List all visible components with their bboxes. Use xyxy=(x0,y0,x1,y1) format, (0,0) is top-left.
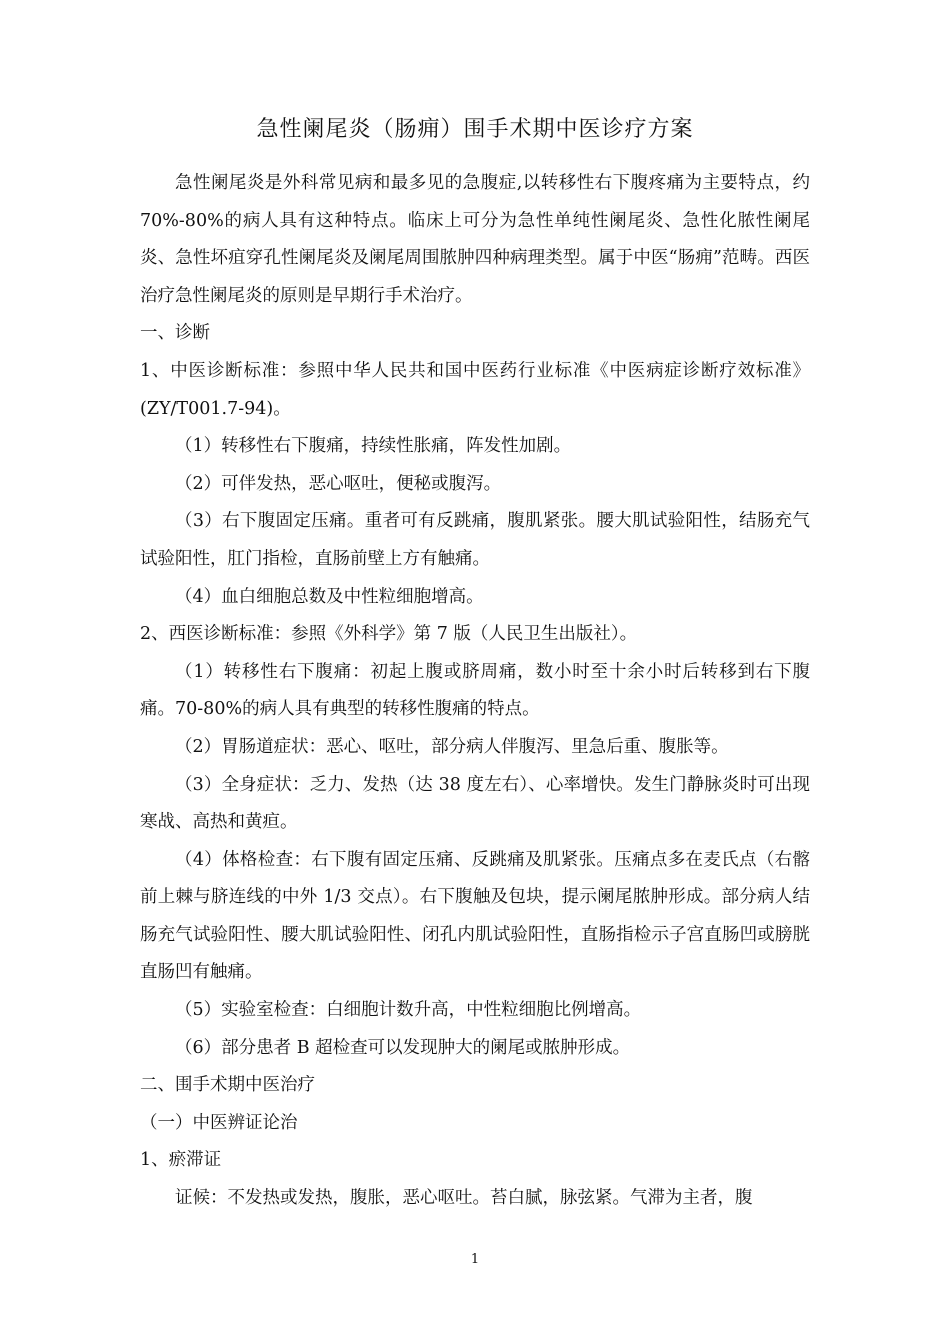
paragraph-intro: 急性阑尾炎是外科常见病和最多见的急腹症,以转移性右下腹疼痛为主要特点，约 70%-80%的病人具有这种特点。临床上可分为急性单纯性阑尾炎、急性化脓性阑尾炎、急性坏疽穿孔性阑尾炎及阑尾周围脓肿四种病理类型。属于中医“肠痈”范畴。西医治疗急性阑尾炎的原则是早期行手术治疗。 xyxy=(140,173,810,306)
tcm-criterion-4: （4）血白细胞总数及中性粒细胞增高。 xyxy=(175,586,484,607)
document-title: 急性阑尾炎（肠痈）围手术期中医诊疗方案 xyxy=(256,117,694,142)
section-heading-diagnosis: 一、诊断 xyxy=(140,323,210,344)
syndrome-symptoms: 证候：不发热或发热，腹胀，恶心呕吐。苔白腻，脉弦紧。气滞为主者，腹 xyxy=(175,1188,753,1209)
tcm-diagnosis-standard: 1、中医诊断标准：参照中华人民共和国中医药行业标准《中医病症诊断疗效标准》(ZY/T001.7-94)。 xyxy=(140,360,810,419)
western-criterion-5: （5）实验室检查：白细胞计数升高，中性粒细胞比例增高。 xyxy=(175,1000,642,1021)
western-criterion-1: （1）转移性右下腹痛：初起上腹或脐周痛，数小时至十余小时后转移到右下腹痛。70-80%的病人具有典型的转移性腹痛的特点。 xyxy=(140,661,810,720)
subsection-heading-syndrome: （一）中医辨证论治 xyxy=(140,1112,298,1133)
tcm-criterion-1: （1）转移性右下腹痛，持续性胀痛，阵发性加剧。 xyxy=(175,436,572,457)
western-diagnosis-standard: 2、西医诊断标准：参照《外科学》第 7 版（人民卫生出版社）。 xyxy=(140,624,638,645)
western-criterion-3: （3）全身症状：乏力、发热（达 38 度左右）、心率增快。发生门静脉炎时可出现寒战、高热和黄疸。 xyxy=(140,774,810,833)
western-criterion-2: （2）胃肠道症状：恶心、呕吐，部分病人伴腹泻、里急后重、腹胀等。 xyxy=(175,736,729,757)
tcm-criterion-3: （3）右下腹固定压痛。重者可有反跳痛，腹肌紧张。腰大肌试验阳性，结肠充气试验阳性，肛门指检，直肠前壁上方有触痛。 xyxy=(140,511,810,569)
page-number: 1 xyxy=(470,1252,480,1267)
syndrome-heading-stasis: 1、瘀滞证 xyxy=(140,1150,222,1171)
document-body xyxy=(140,165,810,1218)
tcm-criterion-2: （2）可伴发热，恶心呕吐，便秘或腹泻。 xyxy=(175,473,502,494)
section-heading-treatment: 二、围手术期中医治疗 xyxy=(140,1075,315,1096)
western-criterion-4: （4）体格检查：右下腹有固定压痛、反跳痛及肌紧张。压痛点多在麦氏点（右髂前上棘与脐连线的中外 1/3 交点）。右下腹触及包块，提示阑尾脓肿形成。部分病人结肠充气试验阳性、腰大肌试验阳性、闭孔内肌试验阳性，直肠指检示子宫直肠凹或膀胱直肠凹有触痛。 xyxy=(140,849,810,983)
western-criterion-6: （6）部分患者 B 超检查可以发现肿大的阑尾或脓肿形成。 xyxy=(175,1037,631,1058)
